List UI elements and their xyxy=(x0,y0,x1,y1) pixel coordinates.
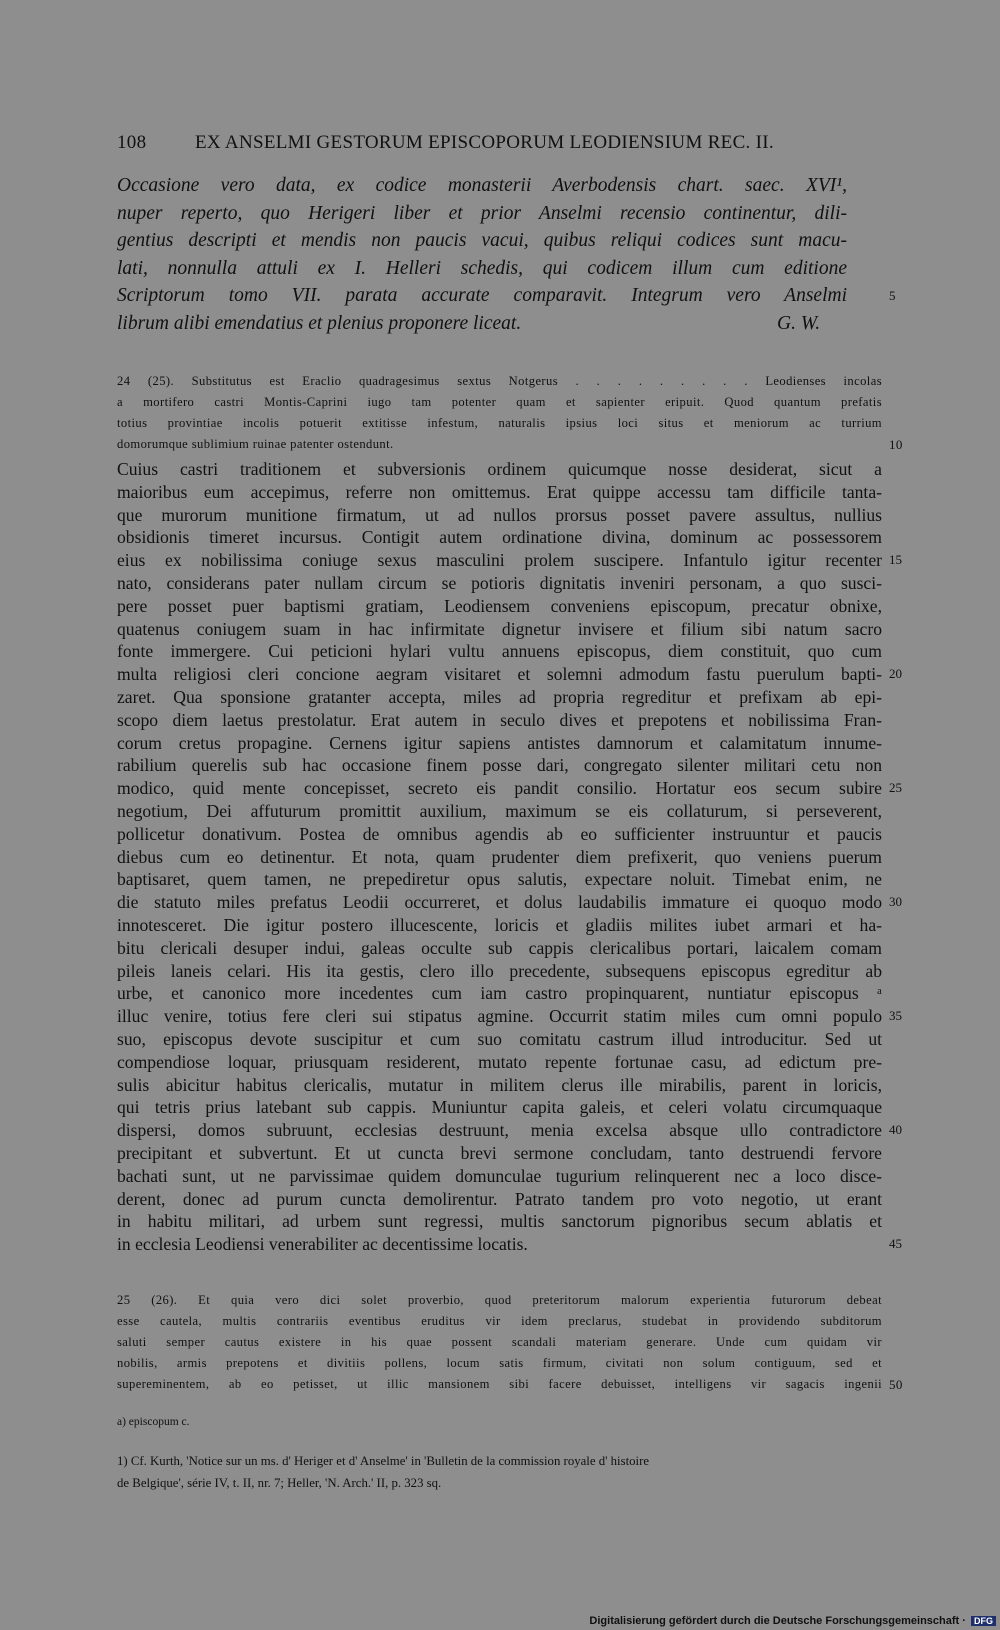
text-line: pere posset puer baptismi gratiam, Leodiensem conveniens episcopum, precatur obnixe, xyxy=(117,595,882,616)
line-number: 30 xyxy=(889,894,902,910)
text-line: sulis abicitur habitus clericalis, mutatur in militem clerus ille mirabilis, parent in loricis, xyxy=(117,1074,882,1095)
text-line-content: librum alibi emendatius et plenius proponere liceat. xyxy=(117,312,522,334)
text-line: pollicetur donativum. Postea de omnibus agendis ab eo sufficienter instruuntur et paucis xyxy=(117,823,882,844)
line-number: 5 xyxy=(889,288,896,303)
text-line: Occasione vero data, ex codice monasterii Averbodensis chart. saec. XVI¹, xyxy=(117,175,847,196)
text-line: in habitu militari, ad urbem sunt regressi, multis sanctorum pignoribus secum ablatis et xyxy=(117,1211,882,1232)
text-line-content: multa religiosi cleri concione aegram visitaret et solemni admodum fastu puerulum bapti- xyxy=(117,664,882,685)
text-line xyxy=(117,1119,902,1142)
text-line-content: supereminentem, ab eo petisset, ut illic mansionem sibi facere debuisset, intelligens vir sagacis ingenii xyxy=(117,1377,882,1391)
text-line: 24 (25). Substitutus est Eraclio quadragesimus sextus Notgerus . . . . . . . . . Leodienses incolas xyxy=(117,374,882,388)
text-line xyxy=(117,549,902,572)
text-line: rabilium querelis sub hac occasione finem posse dari, congregato silenter militari cetu non xyxy=(117,755,882,776)
footnote xyxy=(117,1450,882,1494)
line-number: 45 xyxy=(889,1236,902,1252)
running-title: EX ANSELMI GESTORUM EPISCOPORUM LEODIENSIUM REC. II. xyxy=(195,132,774,153)
footnote-line: de Belgique', série IV, t. II, nr. 7; Heller, 'N. Arch.' II, p. 323 sq. xyxy=(117,1476,442,1490)
text-line: saluti semper cautus existere in his quae possent scandali materiam generare. Unde cum quidam vir xyxy=(117,1335,882,1349)
text-line: derent, donec ad purum cuncta demolirentur. Patrato tandem pro voto negotio, ut erant xyxy=(117,1188,882,1209)
text-line: maioribus eum accepimus, referre non omittemus. Erat quippe accessu tam difficile tanta- xyxy=(117,481,882,502)
text-line xyxy=(117,282,896,310)
text-line: Cuius castri traditionem et subversionis ordinem quicumque nosse desiderat, sicut a xyxy=(117,459,882,479)
line-number: 25 xyxy=(889,780,902,796)
text-line: nato, considerans pater nullam circum se potioris dignitatis inveniri personam, a quo susci- xyxy=(117,572,882,593)
footnote-line: 1) Cf. Kurth, 'Notice sur un ms. d' Heriger et d' Anselme' in 'Bulletin de la commission royale d' histoire xyxy=(117,1454,650,1468)
text-line xyxy=(117,1233,902,1256)
text-line-content: die statuto miles prefatus Leodii occurreret, et dolus laudabilis immature ei quoquo modo xyxy=(117,892,882,913)
text-line: scopo diem laetus prestolatur. Erat autem in seculo dives et prepotens et nobilissima Fran- xyxy=(117,709,882,730)
text-line: 25 (26). Et quia vero dici solet proverbio, quod preteritorum malorum experientia futurorum debeat xyxy=(117,1293,882,1307)
text-line: bitu clericali desuper indui, galeas occulte sub cappis clericalibus portari, laicalem comam xyxy=(117,937,882,958)
text-line: que murorum munitione firmatum, ut ad nullos prorsus posset pavere assultus, nullius xyxy=(117,504,882,525)
intro-signature: G. W. xyxy=(777,312,821,334)
text-line-content: illuc venire, totius fere cleri sui stipatus agmine. Occurrit statim miles cum omni populo xyxy=(117,1006,882,1027)
text-line: nuper reperto, quo Herigeri liber et prior Anselmi recensio continentur, dili- xyxy=(117,202,847,224)
text-line: diebus cum eo detinentur. Et nota, quam prudenter diem prefixerit, quo veniens puerum xyxy=(117,846,882,867)
text-line xyxy=(117,1374,903,1395)
text-line xyxy=(117,434,903,455)
digitization-credit: Digitalisierung gefördert durch die Deutsche Forschungsgemeinschaft · DFG xyxy=(589,1615,996,1627)
text-line xyxy=(117,777,902,800)
text-line: negotium, Dei affuturum promittit auxilium, maximum se eis collaturum, si perseverent, xyxy=(117,800,882,821)
summary-24 xyxy=(117,371,903,455)
line-number: 50 xyxy=(889,1377,903,1392)
text-line-content: dispersi, domos subruunt, ecclesias destruunt, menia excelsa absque ullo contradictore xyxy=(117,1120,882,1141)
credit-text: Digitalisierung gefördert durch die Deutsche Forschungsgemeinschaft xyxy=(589,1615,960,1627)
text-line-content: Scriptorum tomo VII. parata accurate comparavit. Integrum vero Anselmi xyxy=(117,285,847,306)
variant-note: a) episcopum c. xyxy=(117,1416,190,1428)
text-line: zaret. Qua sponsione gratanter accepta, miles ad propria regreditur et prefixam ab epi- xyxy=(117,686,882,707)
text-line-content: eius ex nobilissima coniuge sexus masculini prolem suscipere. Infantulo igitur recenter xyxy=(117,550,882,571)
text-line xyxy=(117,1005,902,1028)
text-line: gentius descripti et mendis non paucis vacui, quibus reliqui codices sunt macu- xyxy=(117,230,847,251)
summary-25 xyxy=(117,1290,903,1395)
text-line: quatenus coniugem suam in hac infirmitate dignetur invisere et filium sibi natum sacro xyxy=(117,618,882,639)
text-line: obsidionis timeret incursus. Contigit autem ordinatione divina, dominum ac possessorem xyxy=(117,527,882,548)
text-line: urbe, et canonico more incedentes cum iam castro propinquarent, nuntiatur episcopus ᵃ xyxy=(117,983,882,1004)
text-line: baptisaret, quem tamen, ne prepediretur opus salutis, expectare noluit. Timebat enim, ne xyxy=(117,869,882,890)
text-line-content: in ecclesia Leodiensi venerabiliter ac decentissime locatis. xyxy=(117,1234,528,1255)
text-line: lati, nonnulla attuli ex I. Helleri schedis, qui codicem illum cum editione xyxy=(117,257,847,279)
text-line-content: modico, quid mente concepisset, secreto eis pandit consilio. Hortatur eos secum subire xyxy=(117,778,882,799)
text-line: pileis laneis celari. His ita gestis, clero illo precedente, subsequens episcopus egreditur ab xyxy=(117,960,882,981)
text-line xyxy=(117,891,902,914)
text-line xyxy=(117,663,902,686)
line-number: 35 xyxy=(889,1008,902,1024)
running-header xyxy=(117,132,917,154)
text-line: precipitant et subvertunt. Et ut cuncta brevi sermone concludam, tanto destruendi fervore xyxy=(117,1142,882,1163)
text-line: bachati sunt, ut ne parvissimae quidem domunculae tugurium relinquerent nec a loco disce- xyxy=(117,1165,882,1186)
line-number: 10 xyxy=(889,437,903,452)
text-line: compendiose loquar, priusquam residerent, mutato repente fortunae casu, ad edictum pre- xyxy=(117,1051,882,1072)
line-number: 20 xyxy=(889,666,902,682)
dfg-logo: DFG xyxy=(971,1616,996,1626)
line-number: 40 xyxy=(889,1122,902,1138)
text-line: innotesceret. Die igitur postero illucescente, loricis et gladiis milites iubet armari et ha- xyxy=(117,914,882,935)
text-line-content: domorumque sublimium ruinae patenter ostendunt. xyxy=(117,437,394,451)
line-number: 15 xyxy=(889,552,902,568)
page-number: 108 xyxy=(117,132,147,153)
text-line: corum cretus propagine. Cernens igitur sapiens antistes damnorum et calamitatum innume- xyxy=(117,732,882,753)
text-line: qui tetris prius latebant sub cappis. Muniuntur capita galeis, et celeri volatu circumquaque xyxy=(117,1097,882,1118)
intro-paragraph xyxy=(117,172,896,337)
text-line: a mortifero castri Montis-Caprini iugo tam potenter quam et sapienter eripuit. Quod quantum prefatis xyxy=(117,395,882,409)
text-line: esse cautela, multis contrariis eventibus eruditus vir idem preclarus, studebat in providendo subditorum xyxy=(117,1314,882,1328)
text-line xyxy=(117,310,847,338)
text-line: fonte immergere. Cui peticioni hylari vultu annuens episcopus, diem constituit, quo cum xyxy=(117,641,882,662)
main-text xyxy=(117,458,902,1256)
text-line: suo, episcopus devote suscipitur et cum suo comitatu castrum illud introducitur. Sed ut xyxy=(117,1028,882,1049)
text-line: nobilis, armis prepotens et divitiis pollens, locum satis firmum, civitati non solum contiguum, sed et xyxy=(117,1356,882,1370)
text-line: totius provintiae incolis potuerit extitisse infestum, naturalis ipsius loci situs et meniorum ac turrium xyxy=(117,416,882,430)
